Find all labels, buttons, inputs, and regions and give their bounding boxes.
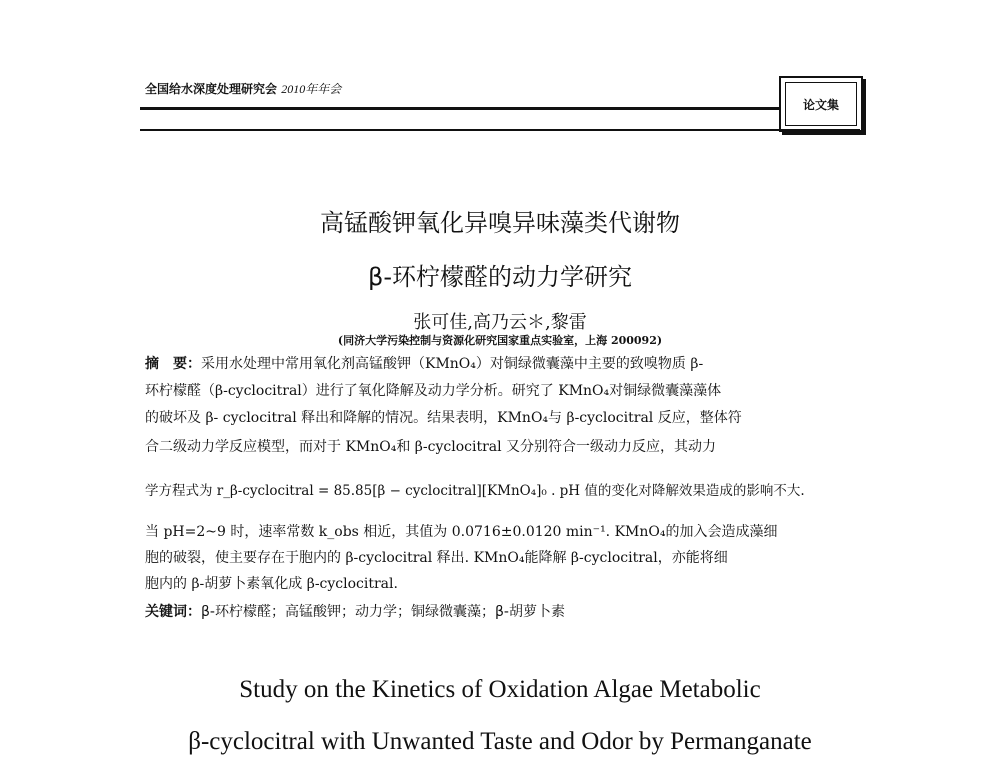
abstract-line: 的破坏及 β- cyclocitral 释出和降解的情况。结果表明，KMnO₄与 β-cyclocitral 反应，整体符 bbox=[145, 410, 742, 426]
keywords-text: β-环柠檬醛；高锰酸钾；动力学；铜绿微囊藻；β-胡萝卜素 bbox=[201, 604, 565, 620]
abstract-line: 当 pH=2~9 时，速率常数 k_obs 相近，其值为 0.0716±0.0120 min⁻¹. KMnO₄的加入会造成藻细 bbox=[145, 524, 778, 540]
keywords-label: 关键词： bbox=[145, 604, 201, 620]
affiliation: (同济大学污染控制与资源化研究国家重点实验室，上海 200092) bbox=[337, 334, 663, 347]
title-en-line1: Study on the Kinetics of Oxidation Algae Metabolic bbox=[239, 676, 761, 703]
abstract-line: 胞内的 β-胡萝卜素氧化成 β-cyclocitral. bbox=[145, 576, 398, 592]
header-rule-lower bbox=[140, 129, 860, 131]
authors: 张可佳,高乃云＊,黎雷 bbox=[413, 312, 587, 333]
abstract-line: 合二级动力学反应模型，而对于 KMnO₄和 β-cyclocitral 又分别符合一级动力反应，其动力 bbox=[145, 439, 717, 455]
title-en-line2: β-cyclocitral with Unwanted Taste and Odor by Permanganate bbox=[188, 728, 812, 755]
abstract-line: 胞的破裂，使主要存在于胞内的 β-cyclocitral 释出. KMnO₄能降解 β-cyclocitral，亦能将细 bbox=[145, 550, 728, 566]
header-rule bbox=[140, 107, 780, 110]
abstract-label: 摘 要： bbox=[145, 356, 201, 372]
running-header bbox=[145, 80, 341, 97]
abstract-line: 环柠檬醛（β-cyclocitral）进行了氧化降解及动力学分析。研究了 KMnO₄对铜绿微囊藻藻体 bbox=[145, 383, 722, 399]
conference-year: 2010年年会 bbox=[281, 82, 342, 96]
title-cn-line2: β-环柠檬醛的动力学研究 bbox=[368, 263, 632, 291]
conference-name: 全国给水深度处理研究会 bbox=[145, 82, 278, 96]
abstract-line-equation: 学方程式为 r_β-cyclocitral = 85.85[β − cyclocitral][KMnO₄]₀ . pH 值的变化对降解效果造成的影响不大. bbox=[145, 483, 805, 499]
abstract-line bbox=[145, 357, 860, 371]
keywords bbox=[145, 605, 860, 619]
abstract-text: 采用水处理中常用氧化剂高锰酸钾（KMnO₄）对铜绿微囊藻中主要的致嗅物质 β- bbox=[201, 356, 704, 372]
title-cn-line1: 高锰酸钾氧化异嗅异味藻类代谢物 bbox=[320, 209, 680, 237]
proceedings-badge bbox=[779, 76, 863, 132]
badge-label: 论文集 bbox=[802, 97, 839, 112]
